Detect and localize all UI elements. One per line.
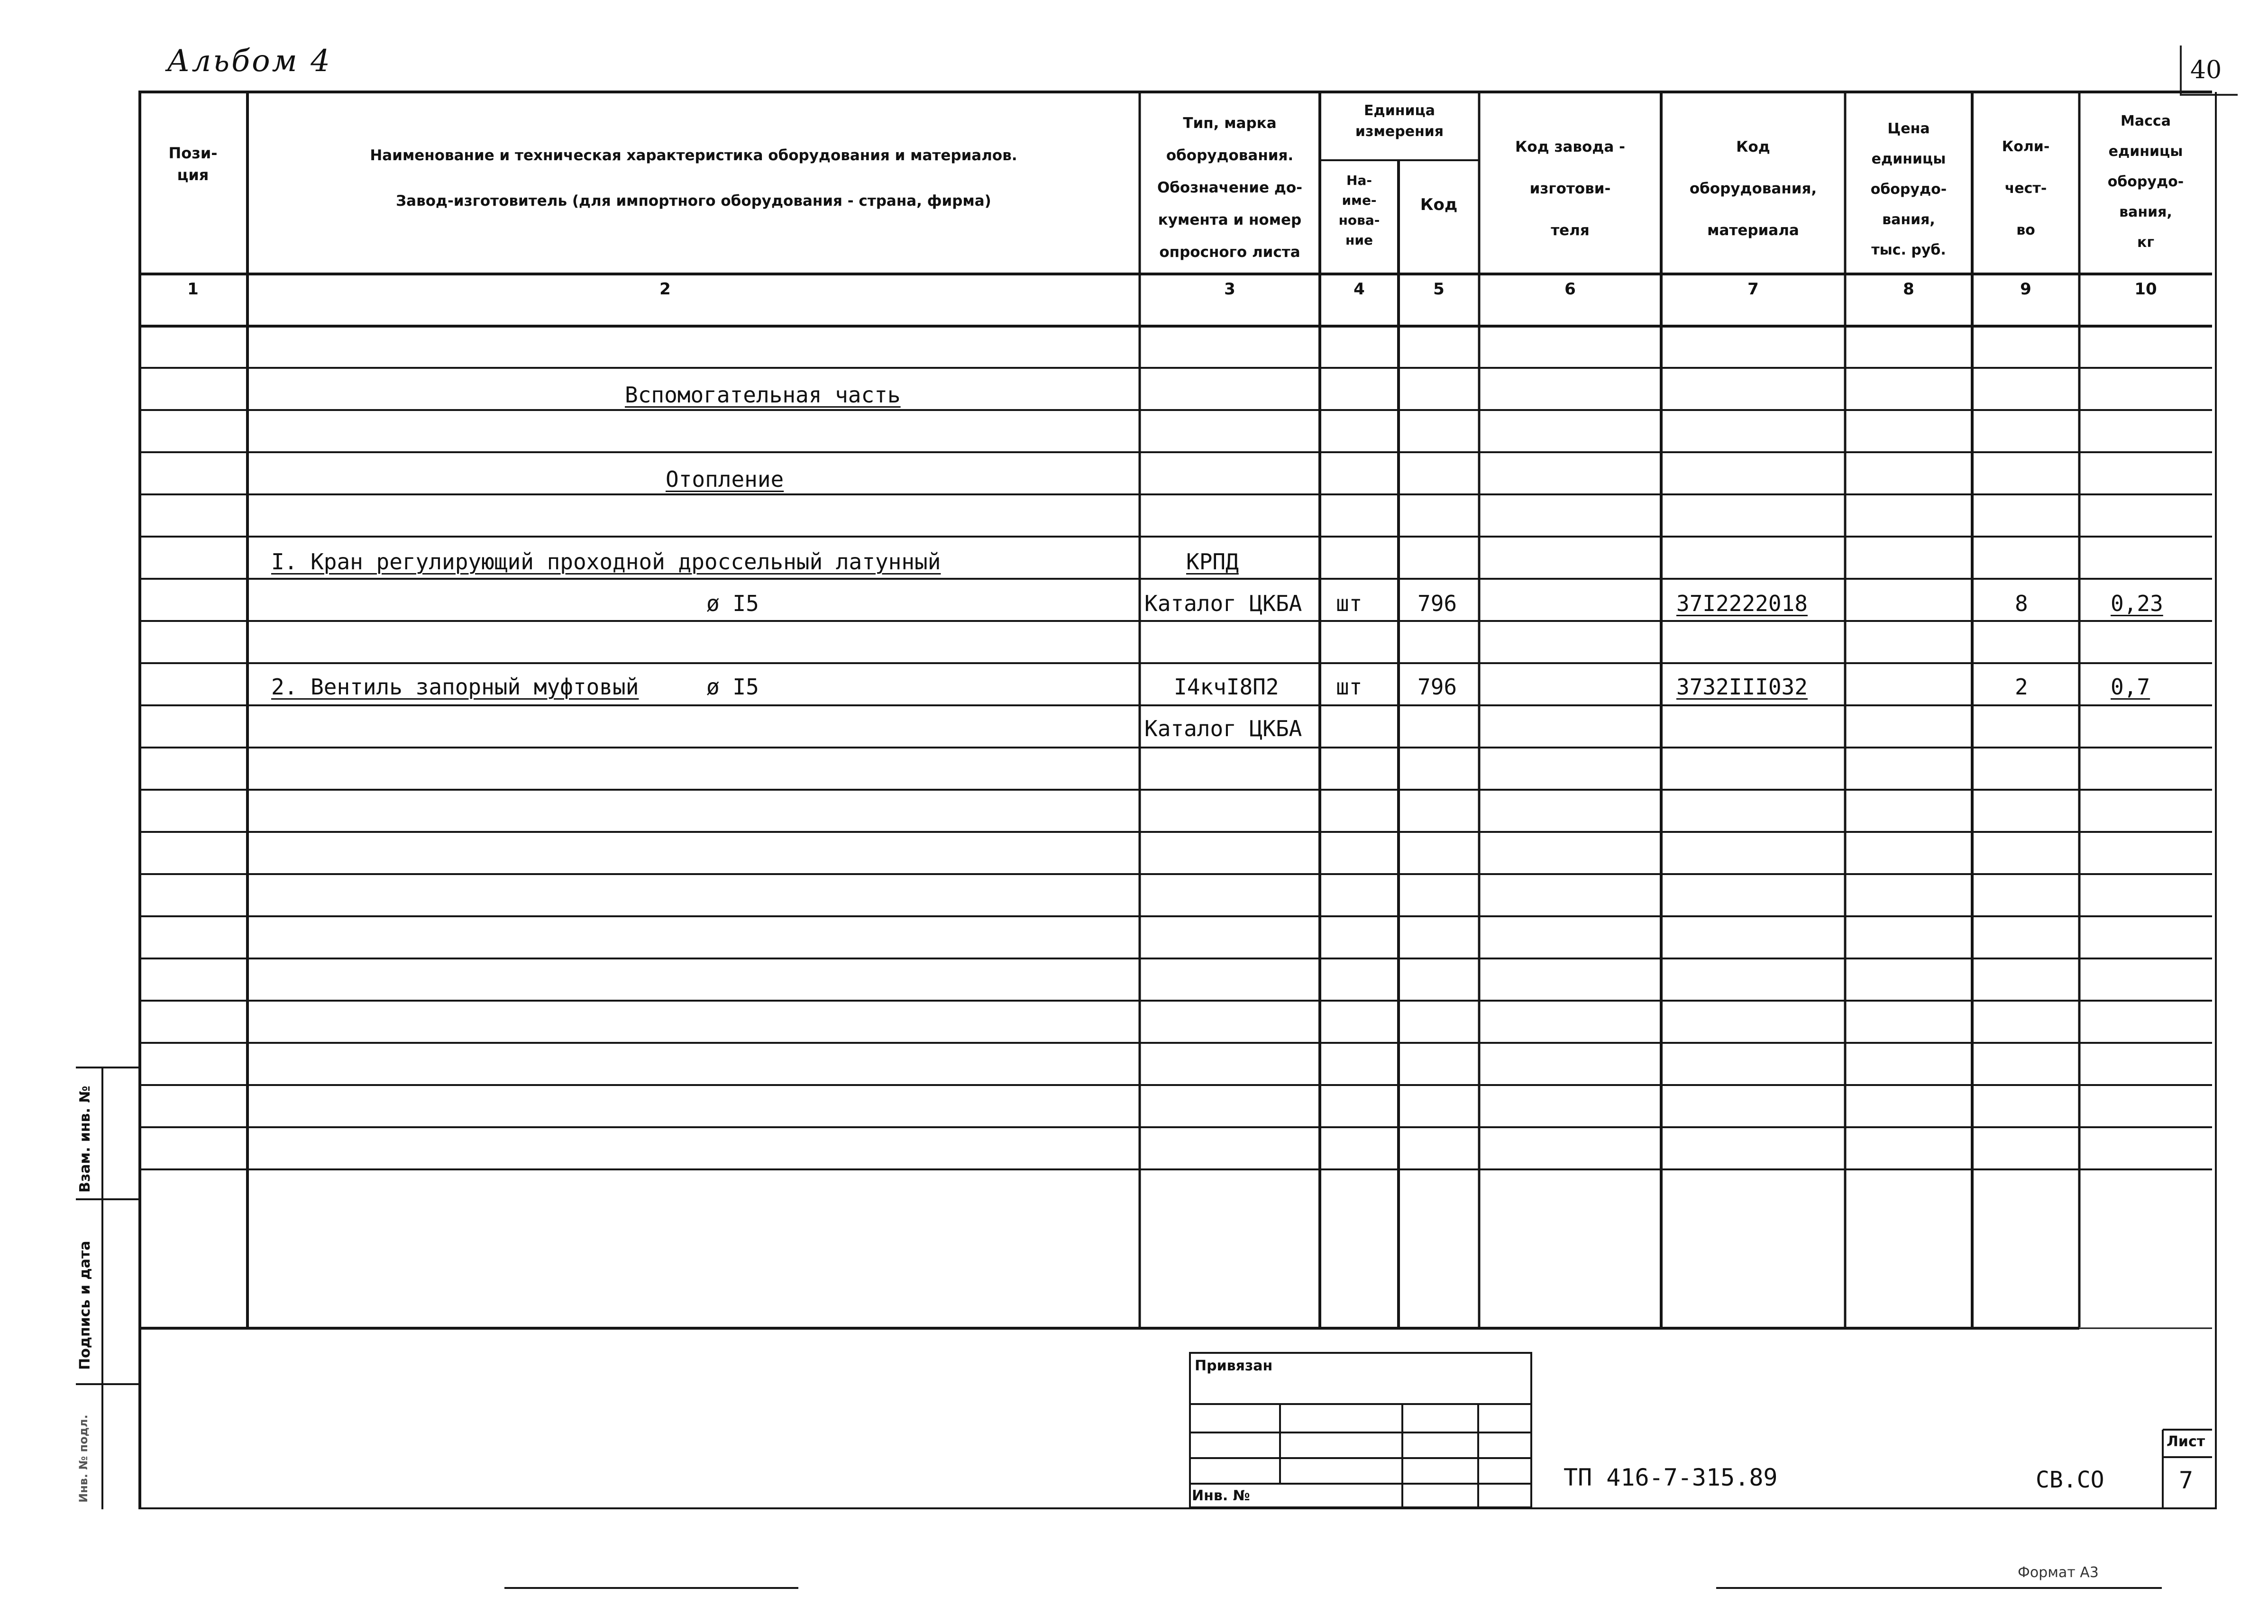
header-col5: Код — [1420, 195, 1458, 214]
item1-quantity: 8 — [2015, 591, 2028, 616]
header-col9: Коли- чест- во — [2002, 138, 2050, 238]
header-col4: На- име- нова- ние — [1338, 173, 1380, 248]
header-col1: Пози- ция — [168, 144, 218, 184]
item1-size: ø I5 — [706, 591, 759, 616]
colnum-7: 7 — [1747, 280, 1759, 299]
stamp-sheet-number: 7 — [2179, 1467, 2194, 1494]
item2-type: I4кчI8П2 — [1174, 674, 1279, 700]
colnum-5: 5 — [1433, 280, 1445, 299]
item1-type: КРПД — [1186, 549, 1239, 575]
stamp-privyazan: Привязан — [1195, 1358, 1273, 1374]
bottom-line — [504, 1587, 798, 1589]
section-title: Вспомогательная часть — [625, 382, 901, 408]
item1-name: I. Кран регулирующий проходной дроссельный латунный — [271, 549, 941, 575]
item1-mass: 0,23 — [2111, 591, 2163, 616]
header-col7: Код оборудования, материала — [1689, 138, 1817, 239]
item1-code: 796 — [1418, 591, 1457, 616]
header-col10: Масса единицы оборудо- вания, кг — [2107, 113, 2184, 251]
item2-code: 796 — [1418, 674, 1457, 700]
stamp-inv-no: Инв. № — [1192, 1487, 1250, 1504]
item2-quantity: 2 — [2015, 674, 2028, 700]
header-col6: Код завода - изготови- теля — [1515, 138, 1625, 239]
item1-catalog: Каталог ЦКБА — [1144, 591, 1302, 616]
colnum-4: 4 — [1353, 280, 1365, 299]
page-number: 40 — [2190, 56, 2222, 84]
item2-catalog: Каталог ЦКБА — [1144, 716, 1302, 741]
colnum-2: 2 — [659, 280, 671, 299]
colnum-1: 1 — [187, 280, 199, 299]
colnum-9: 9 — [2020, 280, 2031, 299]
header-unit-group: Единица измерения — [1355, 102, 1444, 140]
item1-equipment-code: 37I2222018 — [1676, 591, 1808, 616]
colnum-6: 6 — [1564, 280, 1576, 299]
header-col8: Цена единицы оборудо- вания, тыс. руб. — [1870, 120, 1947, 258]
item2-equipment-code: 3732III032 — [1676, 674, 1808, 700]
album-title: Альбом 4 — [167, 44, 332, 79]
subsection-title: Отопление — [666, 466, 784, 492]
item1-unit: шт — [1336, 591, 1363, 616]
header-col3: Тип, марка оборудования. Обозначение до- кумента и номер опросного листа — [1157, 115, 1303, 261]
stamp-doc-suffix: СВ.СО — [2036, 1467, 2104, 1493]
stamp-doc-code: ТП 416-7-315.89 — [1564, 1464, 1778, 1491]
bottom-line — [1716, 1587, 2162, 1589]
item2-size: ø I5 — [706, 674, 759, 700]
header-col2: Наименование и техническая характеристика оборудования и материалов. Завод-изготовитель (для импортного оборудования - страна, фирма) — [370, 147, 1017, 210]
stamp-sheet-label: Лист — [2167, 1433, 2205, 1450]
item2-unit: шт — [1336, 674, 1363, 700]
colnum-10: 10 — [2134, 280, 2157, 299]
colnum-3: 3 — [1224, 280, 1235, 299]
item2-mass: 0,7 — [2111, 674, 2150, 700]
colnum-8: 8 — [1903, 280, 1914, 299]
side-label-sign: Подпись и дата — [77, 1241, 93, 1370]
item2-name: 2. Вентиль запорный муфтовый — [271, 674, 639, 700]
format-label: Формат А3 — [2018, 1564, 2099, 1581]
side-label-vzam: Взам. инв. № — [77, 1086, 93, 1193]
side-label-inv: Инв. № подл. — [77, 1414, 90, 1503]
